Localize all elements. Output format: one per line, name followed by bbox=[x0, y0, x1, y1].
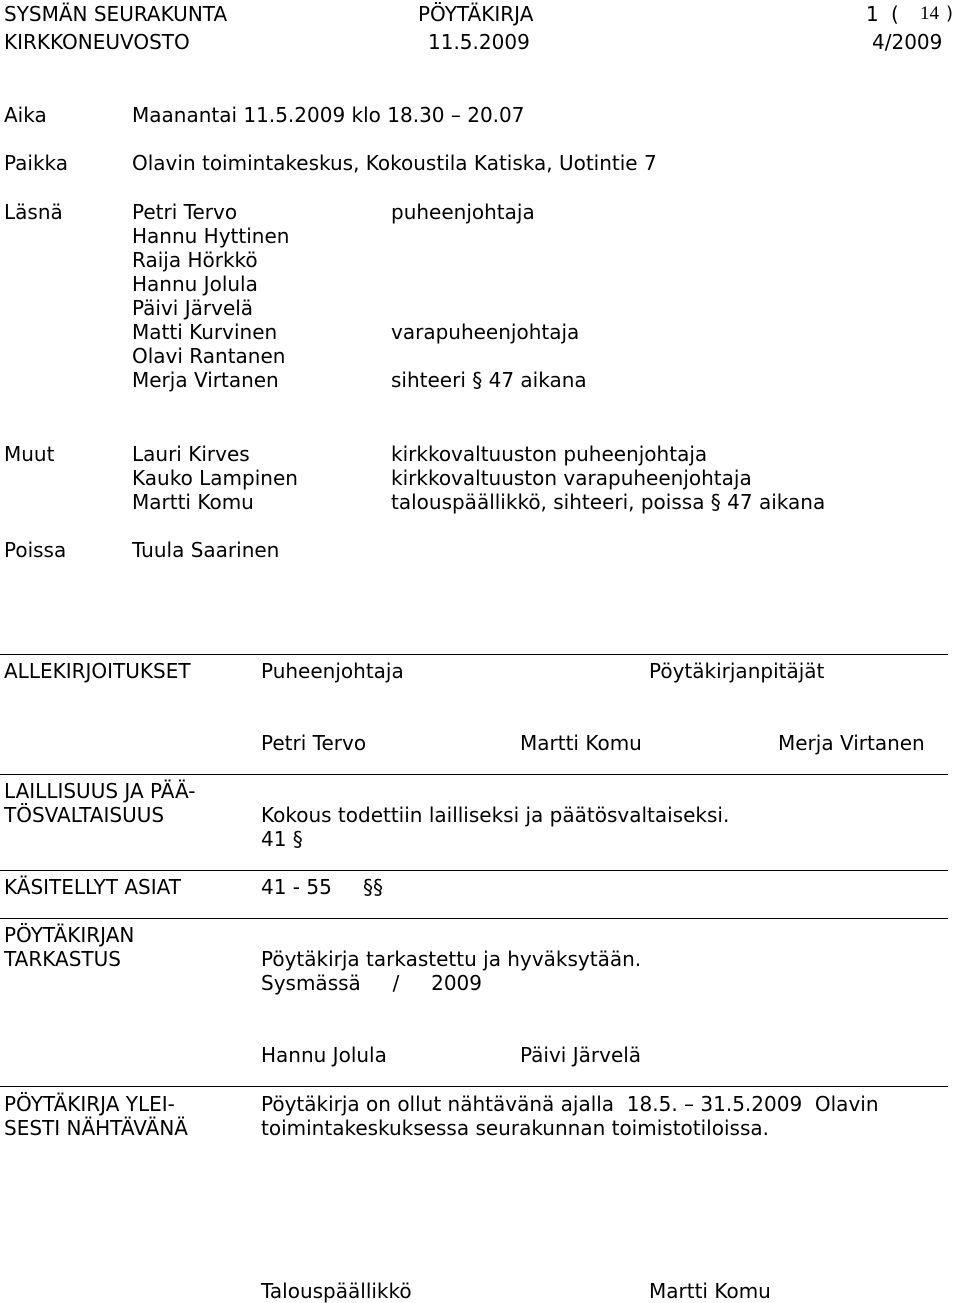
reviewer-name: Päivi Järvelä bbox=[520, 1043, 642, 1067]
section-divider bbox=[0, 774, 948, 775]
present-name: Olavi Rantanen bbox=[132, 344, 286, 368]
review-label-line2: TARKASTUS bbox=[4, 947, 121, 971]
public-display-label-line1: PÖYTÄKIRJA YLEI- bbox=[4, 1092, 175, 1116]
legality-text: Kokous todettiin lailliseksi ja päätösvaltaiseksi. bbox=[261, 803, 730, 827]
others-names bbox=[132, 442, 298, 514]
reviewer-name: Hannu Jolula bbox=[261, 1043, 387, 1067]
chair-label: Puheenjohtaja bbox=[261, 659, 404, 683]
legality-label-line2: TÖSVALTAISUUS bbox=[4, 803, 165, 827]
present-label: Läsnä bbox=[4, 200, 63, 224]
present-name: Petri Tervo bbox=[132, 200, 238, 224]
other-name: Lauri Kirves bbox=[132, 442, 250, 466]
section-divider bbox=[0, 918, 948, 919]
present-name: Raija Hörkkö bbox=[132, 248, 258, 272]
other-role: kirkkovaltuuston varapuheenjohtaja bbox=[391, 466, 752, 490]
signatures-label: ALLEKIRJOITUKSET bbox=[4, 659, 191, 683]
other-name: Martti Komu bbox=[132, 490, 254, 514]
document-date: 11.5.2009 bbox=[428, 30, 530, 54]
page-total: 14 bbox=[920, 3, 939, 24]
present-names bbox=[132, 200, 289, 392]
review-label-line1: PÖYTÄKIRJAN bbox=[4, 923, 135, 947]
absent-name: Tuula Saarinen bbox=[132, 538, 280, 562]
others-label: Muut bbox=[4, 442, 55, 466]
page-paren-close: ) bbox=[946, 3, 954, 24]
document-type: PÖYTÄKIRJA bbox=[418, 2, 534, 26]
signer-title: Talouspäällikkö bbox=[261, 1279, 412, 1303]
page-number: 1 bbox=[866, 2, 879, 26]
review-text: Pöytäkirja tarkastettu ja hyväksytään. bbox=[261, 947, 642, 971]
handled-label: KÄSITELLYT ASIAT bbox=[4, 875, 181, 899]
legality-label-line1: LAILLISUUS JA PÄÄ- bbox=[4, 779, 196, 803]
other-role: talouspäällikkö, sihteeri, poissa § 47 aikana bbox=[391, 490, 826, 514]
signer-name: Martti Komu bbox=[649, 1279, 771, 1303]
other-role: kirkkovaltuuston puheenjohtaja bbox=[391, 442, 708, 466]
handled-range: 41 - 55 bbox=[261, 875, 332, 899]
place-label: Paikka bbox=[4, 151, 69, 175]
document-number: 4/2009 bbox=[872, 30, 943, 54]
absent-label: Poissa bbox=[4, 538, 67, 562]
secretary-signature-name: Martti Komu bbox=[520, 731, 642, 755]
public-display-text-line1: Pöytäkirja on ollut nähtävänä ajalla 18.5. – 31.5.2009 Olavin bbox=[261, 1092, 879, 1116]
time-value: Maanantai 11.5.2009 klo 18.30 – 20.07 bbox=[132, 103, 525, 127]
public-display-label-line2: SESTI NÄHTÄVÄNÄ bbox=[4, 1116, 188, 1140]
review-place-date: Sysmässä / 2009 bbox=[261, 971, 482, 995]
present-role bbox=[391, 296, 587, 320]
council-name: KIRKKONEUVOSTO bbox=[4, 30, 190, 54]
page-paren-open: ( bbox=[891, 2, 899, 26]
present-name: Hannu Jolula bbox=[132, 272, 258, 296]
secretary-signature-name: Merja Virtanen bbox=[778, 731, 925, 755]
present-name: Matti Kurvinen bbox=[132, 320, 278, 344]
public-display-text-line2: toimintakeskuksessa seurakunnan toimistotiloissa. bbox=[261, 1116, 769, 1140]
present-name: Hannu Hyttinen bbox=[132, 224, 290, 248]
legality-reference: 41 § bbox=[261, 827, 303, 851]
present-name: Merja Virtanen bbox=[132, 368, 279, 392]
organization-name: SYSMÄN SEURAKUNTA bbox=[4, 2, 228, 26]
present-name: Päivi Järvelä bbox=[132, 296, 254, 320]
present-role bbox=[391, 272, 587, 296]
present-role: puheenjohtaja bbox=[391, 200, 535, 224]
other-name: Kauko Lampinen bbox=[132, 466, 298, 490]
present-role bbox=[391, 224, 587, 248]
present-role bbox=[391, 344, 587, 368]
section-mark: §§ bbox=[363, 875, 383, 899]
present-role bbox=[391, 248, 587, 272]
chair-signature-name: Petri Tervo bbox=[261, 731, 367, 755]
present-roles bbox=[391, 200, 587, 392]
section-divider bbox=[0, 654, 948, 655]
time-label: Aika bbox=[4, 103, 47, 127]
secretaries-label: Pöytäkirjanpitäjät bbox=[649, 659, 825, 683]
present-role: sihteeri § 47 aikana bbox=[391, 368, 587, 392]
section-divider bbox=[0, 870, 948, 871]
section-divider bbox=[0, 1086, 948, 1087]
present-role: varapuheenjohtaja bbox=[391, 320, 580, 344]
place-value: Olavin toimintakeskus, Kokoustila Katiska, Uotintie 7 bbox=[132, 151, 657, 175]
others-roles bbox=[391, 442, 825, 514]
